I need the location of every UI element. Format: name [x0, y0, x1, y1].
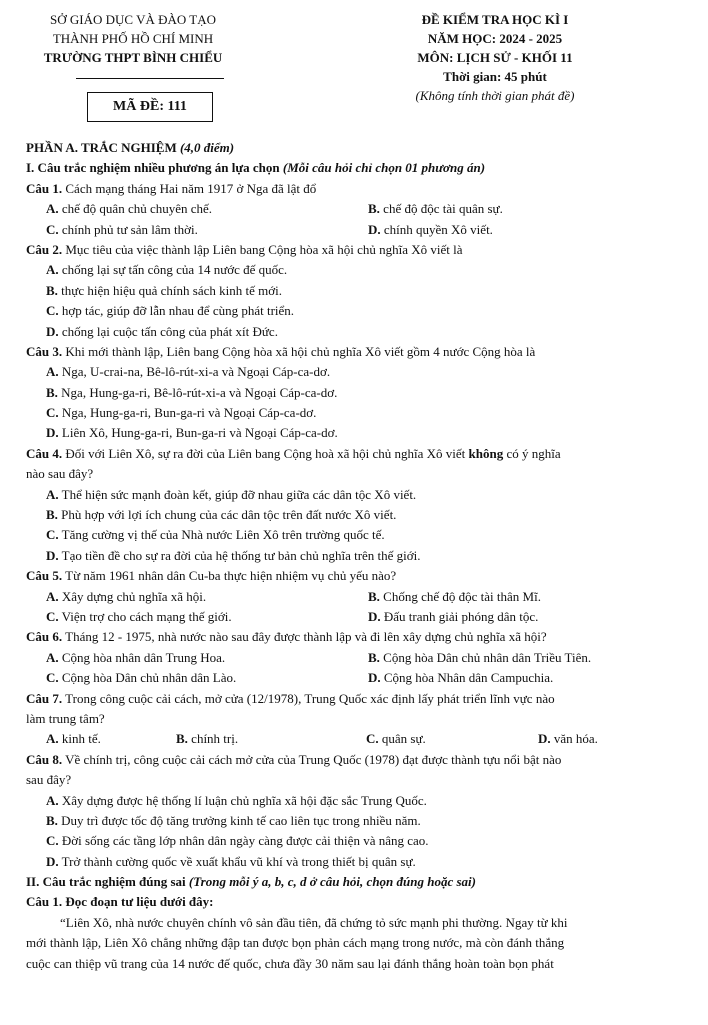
- q6-options-row-1: [26, 648, 690, 668]
- question-5: Câu 5. Từ năm 1961 nhân dân Cu-ba thực hiện nhiệm vụ chủ yếu nào?: [26, 568, 397, 584]
- header-right: [340, 10, 650, 105]
- question-8: Câu 8. Về chính trị, công cuộc cải cách mở cửa của Trung Quốc (1978) đạt được thành tựu nổi bật nào: [26, 751, 562, 767]
- q7-options-row: [26, 729, 690, 749]
- q5-option-c[interactable]: C. Viện trợ cho cách mạng thế giới.: [46, 608, 232, 624]
- question-1: Câu 1. Cách mạng tháng Hai năm 1917 ở Nga đã lật đổ: [26, 180, 317, 196]
- q8-option-d[interactable]: D. Trở thành cường quốc về xuất khẩu vũ khí và trong thiết bị quân sự.: [46, 853, 416, 869]
- q6-options-row-2: [26, 668, 690, 688]
- q4-option-d[interactable]: D. Tạo tiền đề cho sự ra đời của hệ thống tư bản chủ nghĩa trên thế giới.: [46, 547, 421, 563]
- q7-option-b[interactable]: B. chính trị.: [176, 731, 239, 747]
- q5-options-row-2: [26, 607, 690, 627]
- city-name: THÀNH PHỐ HỒ CHÍ MINH: [52, 31, 214, 46]
- exam-time: Thời gian: 45 phút: [443, 69, 547, 84]
- q8-option-b[interactable]: B. Duy trì được tốc độ tăng trưởng kinh tế cao liên tục trong nhiều năm.: [46, 812, 421, 828]
- q4-option-a[interactable]: A. Thể hiện sức mạnh đoàn kết, giúp đỡ nhau giữa các dân tộc Xô viết.: [46, 486, 417, 502]
- q5-option-d[interactable]: D. Đấu tranh giải phóng dân tộc.: [368, 608, 539, 624]
- question-7-cont: làm trung tâm?: [26, 710, 105, 726]
- exam-code-box: MÃ ĐỀ: 111: [87, 92, 213, 122]
- q2-option-a[interactable]: A. chống lại sự tấn công của 14 nước đế quốc.: [46, 262, 288, 278]
- q1-option-d[interactable]: D. chính quyền Xô viết.: [368, 221, 493, 237]
- time-note: (Không tính thời gian phát đề): [415, 88, 575, 103]
- q6-option-b[interactable]: B. Cộng hòa Dân chủ nhân dân Triều Tiên.: [368, 649, 592, 665]
- q8-option-a[interactable]: A. Xây dựng được hệ thống lí luận chủ nghĩa xã hội đặc sắc Trung Quốc.: [46, 792, 427, 808]
- question-4-cont: nào sau đây?: [26, 466, 94, 482]
- exam-title: ĐỀ KIỂM TRA HỌC KÌ I: [421, 12, 569, 27]
- question-8-cont: sau đây?: [26, 772, 72, 788]
- q4-option-c[interactable]: C. Tăng cường vị thế của Nhà nước Liên Xô trên trường quốc tế.: [46, 527, 385, 543]
- question-7: Câu 7. Trong công cuộc cải cách, mở cửa (12/1978), Trung Quốc xác định lấy phát triển lĩnh vực nào: [26, 690, 555, 706]
- q4-option-b[interactable]: B. Phù hợp với lợi ích chung của các dân tộc trên đất nước Xô viết.: [46, 507, 397, 523]
- part-a-heading: PHẦN A. TRẮC NGHIỆM (4,0 điểm): [26, 140, 235, 155]
- q2-option-c[interactable]: C. hợp tác, giúp đỡ lẫn nhau để cùng phát triển.: [46, 303, 295, 319]
- q3-option-d[interactable]: D. Liên Xô, Hung-ga-ri, Bun-ga-ri và Ngoại Cáp-ca-dơ.: [46, 425, 338, 441]
- q5-option-a[interactable]: A. Xây dựng chủ nghĩa xã hội.: [46, 588, 207, 604]
- tf-question-1-title: Câu 1. Đọc đoạn tư liệu dưới đây:: [26, 894, 214, 910]
- school-name: TRƯỜNG THPT BÌNH CHIỂU: [43, 50, 223, 65]
- passage-line-2: mới thành lập, Liên Xô chẳng những đập tan được bọn phản cách mạng trong nước, mà còn đánh thắng: [26, 935, 565, 951]
- q1-options-row-1: [26, 199, 690, 219]
- q5-options-row-1: [26, 587, 690, 607]
- q6-option-c[interactable]: C. Cộng hòa Dân chủ nhân dân Lào.: [46, 670, 237, 686]
- q7-option-c[interactable]: C. quân sự.: [366, 731, 426, 747]
- question-4: Câu 4. Đối với Liên Xô, sự ra đời của Liên bang Cộng hoà xã hội chủ nghĩa Xô viết không có ý nghĩa: [26, 445, 561, 461]
- q3-option-b[interactable]: B. Nga, Hung-ga-ri, Bê-lô-rút-xi-a và Ngoại Cáp-ca-dơ.: [46, 384, 338, 400]
- q8-option-c[interactable]: C. Đời sống các tầng lớp nhân dân ngày càng được cải thiện và nâng cao.: [46, 833, 429, 849]
- school-year: NĂM HỌC: 2024 - 2025: [427, 31, 563, 46]
- q3-option-c[interactable]: C. Nga, Hung-ga-ri, Bun-ga-ri và Ngoại Cáp-ca-dơ.: [46, 405, 317, 421]
- question-6: Câu 6. Tháng 12 - 1975, nhà nước nào sau đây được thành lập và đi lên xây dựng chủ nghĩa xã hội?: [26, 629, 547, 645]
- header-left: [20, 10, 246, 67]
- q1-option-a[interactable]: A. chế độ quân chủ chuyên chế.: [46, 201, 213, 217]
- q6-option-a[interactable]: A. Cộng hòa nhân dân Trung Hoa.: [46, 649, 226, 665]
- section-2-heading: II. Câu trắc nghiệm đúng sai (Trong mỗi ý a, b, c, d ở câu hỏi, chọn đúng hoặc sai): [26, 874, 476, 890]
- section-1-heading: I. Câu trắc nghiệm nhiều phương án lựa chọn (Mỗi câu hỏi chỉ chọn 01 phương án): [26, 160, 486, 176]
- question-2: Câu 2. Mục tiêu của việc thành lập Liên bang Cộng hòa xã hội chủ nghĩa Xô viết là: [26, 241, 463, 257]
- q7-option-a[interactable]: A. kinh tế.: [46, 731, 101, 747]
- q6-option-d[interactable]: D. Cộng hòa Nhân dân Campuchia.: [368, 670, 554, 686]
- q5-option-b[interactable]: B. Chống chế độ độc tài thân Mĩ.: [368, 588, 541, 604]
- passage-line-1: “Liên Xô, nhà nước chuyên chính vô sản đầu tiên, đã chứng tỏ sức mạnh phi thường. Ngay từ khi: [60, 914, 568, 930]
- q2-option-b[interactable]: B. thực hiện hiệu quả chính sách kinh tế mới.: [46, 282, 282, 298]
- q1-options-row-2: [26, 220, 690, 240]
- q1-option-b[interactable]: B. chế độ độc tài quân sự.: [368, 201, 503, 217]
- question-3: Câu 3. Khi mới thành lập, Liên bang Cộng hòa xã hội chủ nghĩa Xô viết gồm 4 nước Cộng hòa là: [26, 343, 536, 359]
- passage-line-3: cuộc can thiệp vũ trang của 14 nước đế quốc, chưa đầy 30 năm sau lại đánh thắng hoàn toàn bọn phát: [26, 955, 554, 971]
- q7-option-d[interactable]: D. văn hóa.: [538, 731, 598, 747]
- q1-option-c[interactable]: C. chính phủ tư sản lâm thời.: [46, 221, 198, 237]
- exam-content: [26, 138, 690, 974]
- dept-name: SỞ GIÁO DỤC VÀ ĐÀO TẠO: [50, 12, 216, 27]
- header-divider: [76, 78, 224, 79]
- q2-option-d[interactable]: D. chống lại cuộc tấn công của phát xít Đức.: [46, 323, 278, 339]
- subject: MÔN: LỊCH SỬ - KHỐI 11: [417, 50, 573, 65]
- q3-option-a[interactable]: A. Nga, U-crai-na, Bê-lô-rút-xi-a và Ngoại Cáp-ca-dơ.: [46, 364, 331, 380]
